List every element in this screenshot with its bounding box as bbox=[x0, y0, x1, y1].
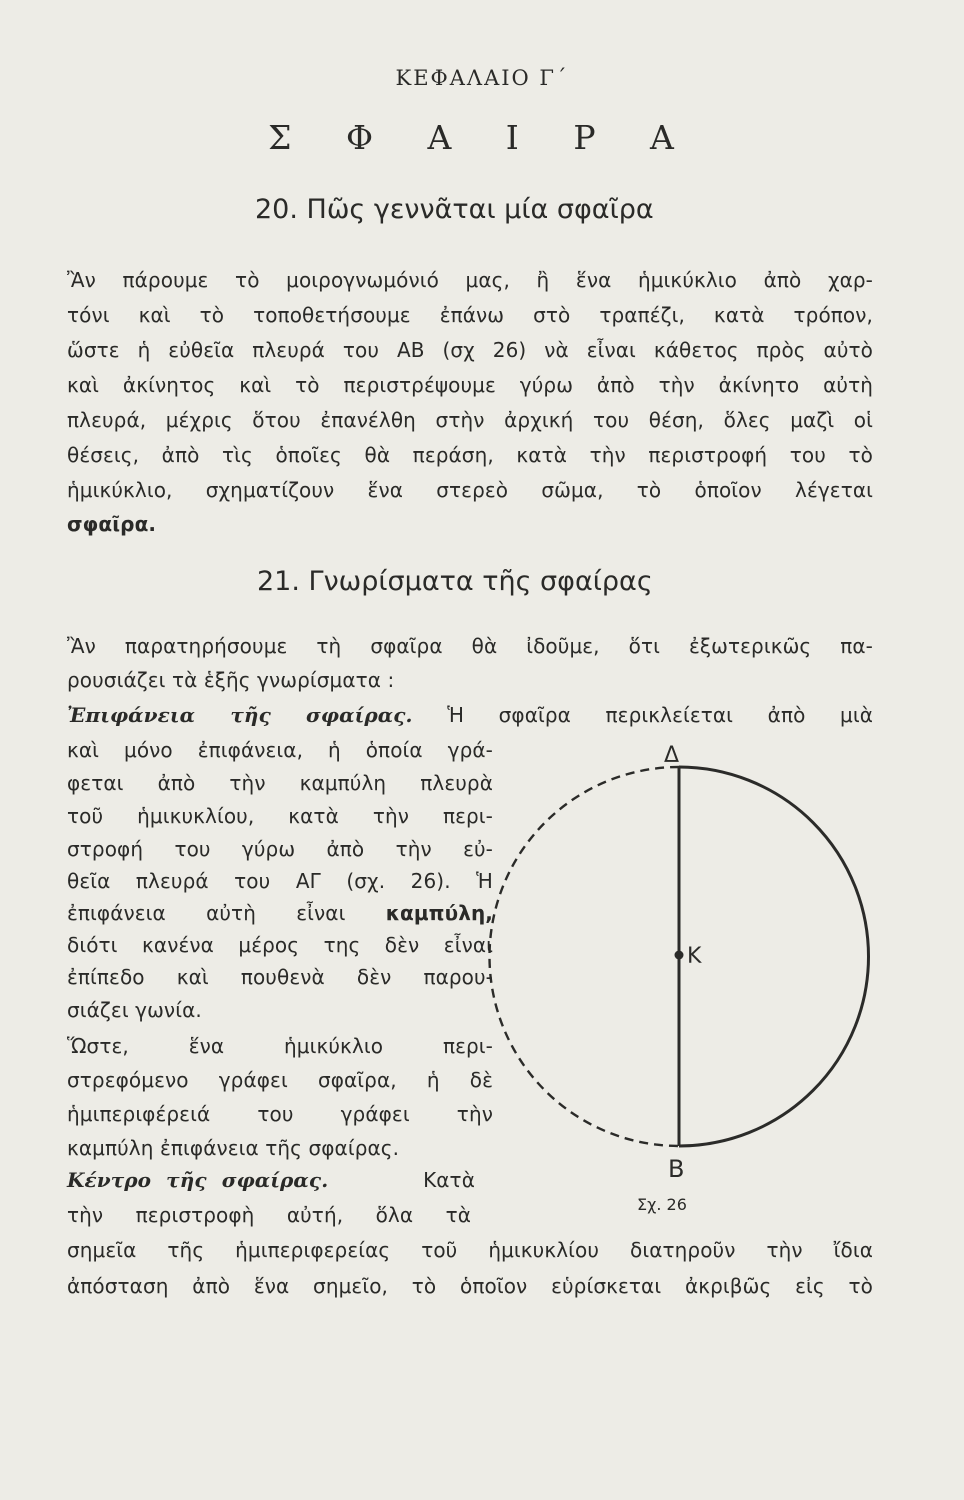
center-point bbox=[675, 951, 684, 960]
paragraph-line: καὶ ἀκίνητος καὶ τὸ περιστρέψουμε γύρω ἀπὸ τὴν ἀκίνητο αὐτὴ bbox=[67, 373, 873, 397]
paragraph-line: ὥστε ἡ εὐθεῖα πλευρά του ΑΒ (σχ 26) νὰ εἶναι κάθετος πρὸς αὐτὸ bbox=[67, 338, 873, 362]
paragraph-line: θέσεις, ἀπὸ τὶς ὁποῖες θὰ περάση, κατὰ τὴν περιστροφή του τὸ bbox=[67, 443, 873, 467]
surface-term: Ἐπιφάνεια τῆς σφαίρας. bbox=[67, 703, 413, 727]
paragraph-line: Κέντρο τῆς σφαίρας. Κατὰ bbox=[67, 1168, 475, 1192]
paragraph-line: Ἐπιφάνεια τῆς σφαίρας. Ἡ σφαῖρα περικλείεται ἀπὸ μιὰ bbox=[67, 703, 873, 727]
paragraph-line: ἡμιπεριφέρειά του γράφει τὴν bbox=[67, 1102, 493, 1126]
paragraph-line: καμπύλη ἐπιφάνεια τῆς σφαίρας. bbox=[67, 1136, 400, 1160]
paragraph-line: Ἂν παρατηρήσουμε τὴ σφαῖρα θὰ ἰδοῦμε, ὅτι ἐξωτερικῶς πα- bbox=[67, 634, 873, 658]
paragraph-line: Ὥστε, ἕνα ἡμικύκλιο περι- bbox=[67, 1034, 493, 1058]
dashed-semicircle bbox=[490, 767, 679, 1146]
paragraph-line: σιάζει γωνία. bbox=[67, 998, 202, 1022]
paragraph-line: ἐπιφάνεια αὐτὴ εἶναι καμπύλη, bbox=[67, 901, 493, 925]
paragraph-line: τὴν περιστροφὴ αὐτή, ὅλα τὰ bbox=[67, 1203, 471, 1227]
solid-semicircle bbox=[679, 767, 869, 1146]
paragraph-line: ἡμικύκλιο, σχηματίζουν ἕνα στερεὸ σῶμα, τὸ ὁποῖον λέγεται bbox=[67, 478, 873, 502]
paragraph-line: καὶ μόνο ἐπιφάνεια, ἡ ὁποία γρά- bbox=[67, 738, 493, 762]
sphere-term: σφαῖρα. bbox=[67, 512, 157, 536]
paragraph-line: στροφή του γύρω ἀπὸ τὴν εὐ- bbox=[67, 837, 493, 861]
figure-caption: Σχ. 26 bbox=[637, 1195, 687, 1214]
center-term: Κέντρο τῆς σφαίρας. bbox=[67, 1168, 329, 1192]
paragraph-line: σημεῖα τῆς ἡμιπεριφερείας τοῦ ἡμικυκλίου διατηροῦν τὴν ἴδια bbox=[67, 1238, 873, 1262]
paragraph-line: Ἂν πάρουμε τὸ μοιρογνωμόνιό μας, ἢ ἕνα ἡμικύκλιο ἀπὸ χαρ- bbox=[67, 268, 873, 292]
paragraph-line: τοῦ ἡμικυκλίου, κατὰ τὴν περι- bbox=[67, 804, 493, 828]
paragraph-line: στρεφόμενο γράφει σφαῖρα, ἡ δὲ bbox=[67, 1068, 493, 1092]
paragraph-line: πλευρά, μέχρις ὅτου ἐπανέλθη στὴν ἀρχική του θέση, ὅλες μαζὶ οἱ bbox=[67, 408, 873, 432]
paragraph-line: ἀπόσταση ἀπὸ ἕνα σημεῖο, τὸ ὁποῖον εὑρίσκεται ἀκριβῶς εἰς τὸ bbox=[67, 1274, 873, 1298]
label-top: Δ bbox=[664, 743, 680, 768]
paragraph-line: θεῖα πλευρά του ΑΓ (σχ. 26). Ἡ bbox=[67, 869, 493, 893]
section-21-heading: 21. Γνωρίσματα τῆς σφαίρας bbox=[257, 566, 653, 597]
curve-term: καμπύλη, bbox=[385, 901, 493, 925]
paragraph-line: διότι κανένα μέρος της δὲν εἶναι bbox=[67, 933, 493, 957]
label-bottom: Β bbox=[668, 1155, 685, 1183]
label-center: Κ bbox=[687, 944, 702, 969]
page-title: Σ Φ Α Ι Ρ Α bbox=[268, 118, 696, 157]
chapter-label: ΚΕΦΑΛΑΙΟ Γ΄ bbox=[395, 66, 569, 90]
paragraph-line: τόνι καὶ τὸ τοποθετήσουμε ἐπάνω στὸ τραπέζι, κατὰ τρόπον, bbox=[67, 303, 873, 327]
paragraph-line: ρουσιάζει τὰ ἑξῆς γνωρίσματα : bbox=[67, 668, 395, 692]
paragraph-line: ἐπίπεδο καὶ πουθενὰ δὲν παρου- bbox=[67, 965, 493, 989]
paragraph-line: φεται ἀπὸ τὴν καμπύλη πλευρὰ bbox=[67, 771, 493, 795]
section-20-heading: 20. Πῶς γεννᾶται μία σφαῖρα bbox=[255, 194, 654, 225]
